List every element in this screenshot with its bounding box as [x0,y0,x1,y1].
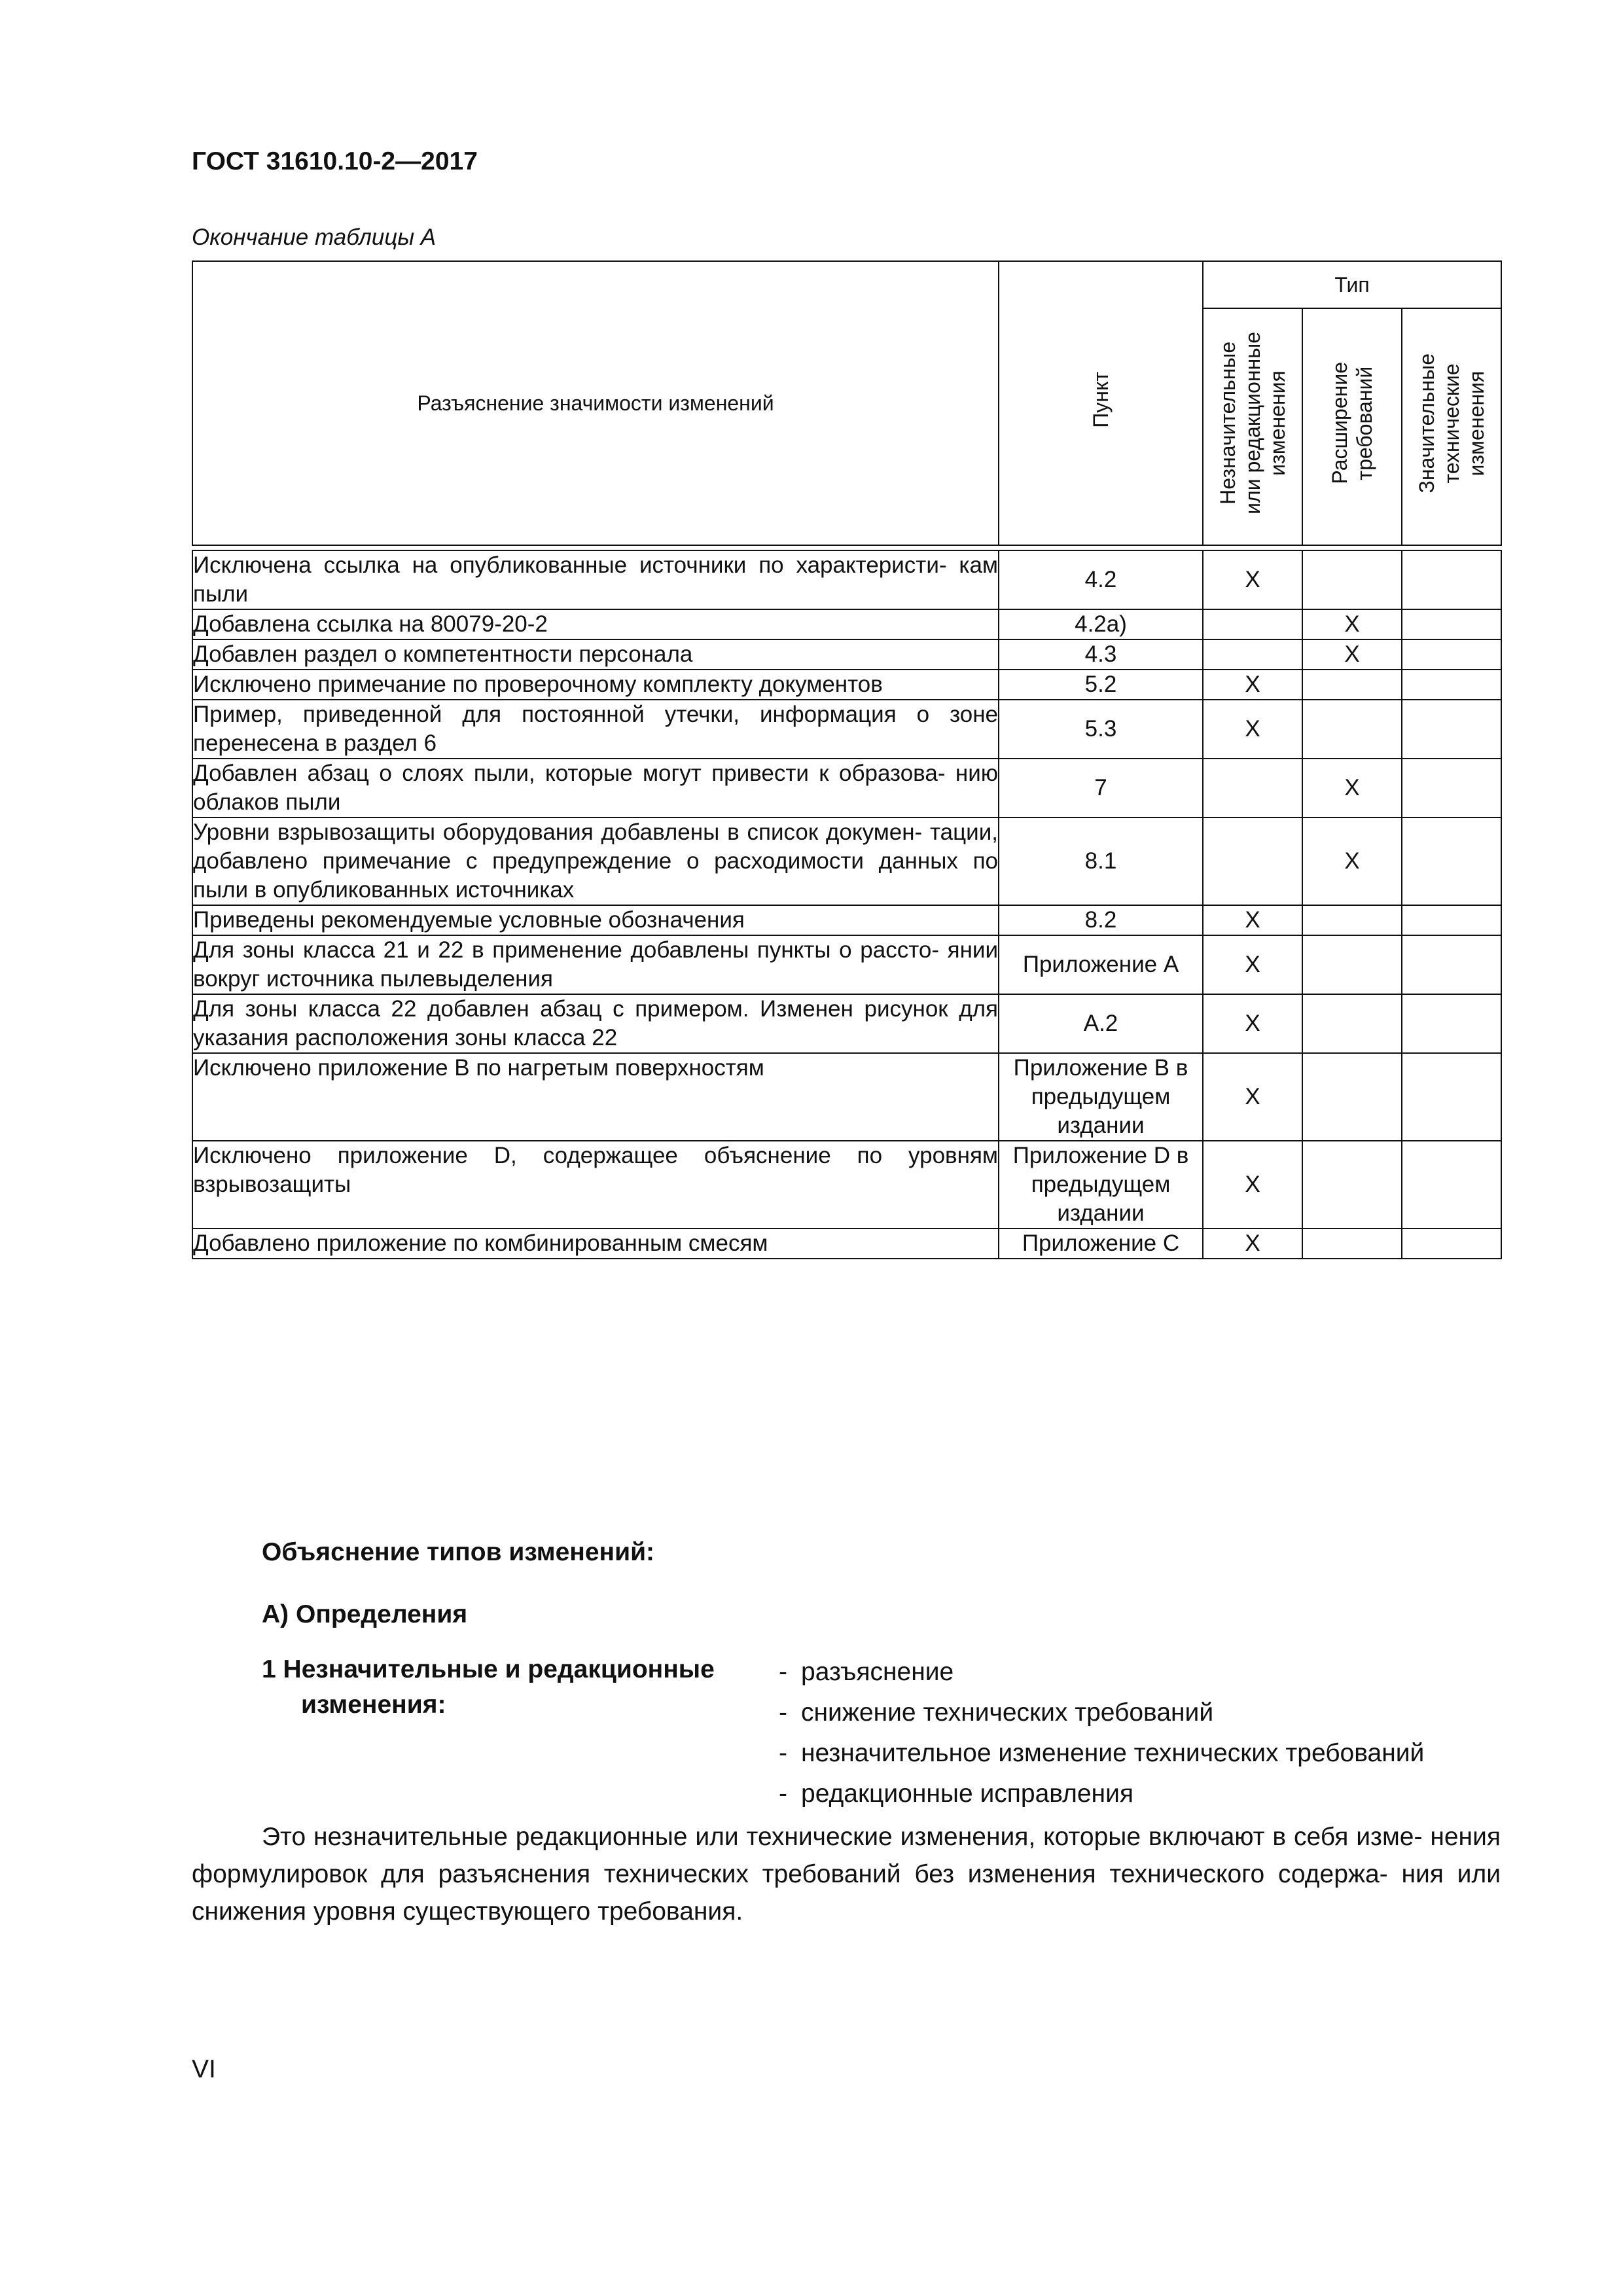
category-label [262,1652,759,1723]
table-row: Пример, приведенной для постоянной утечки, информация о зоне перенесена в раздел 6 5.3 X [192,700,1501,759]
category-label-line1: 1 Незначительные и редакционные [262,1655,715,1683]
table-row: Исключено приложение D, содержащее объяснение по уровням взрывозащиты Приложение D в предыдущем издании X [192,1141,1501,1229]
category-label-line2: изменения: [301,1691,446,1719]
definitions-title: А) Определения [262,1600,468,1628]
standard-number: ГОСТ 31610.10-2—2017 [192,147,478,175]
column-header-description: Разъяснение значимости изменений [192,261,999,545]
table-row: Исключено примечание по проверочному комплекту документов 5.2 X [192,670,1501,700]
explanation-title: Объяснение типов изменений: [262,1538,655,1566]
page-number: VI [192,2055,216,2083]
table-caption: Окончание таблицы А [192,224,437,250]
column-header-minor: Незначительные или редакционные изменения [1203,308,1302,545]
table-row: Приведены рекомендуемые условные обозначения 8.2 X [192,905,1501,935]
table-row: Исключена ссылка на опубликованные источники по характеристи- кам пыли 4.2 X [192,550,1501,609]
list-item: - снижение технических требований [779,1693,1424,1733]
explanation-paragraph: Это незначительные редакционные или технические изменения, которые включают в себя изме- нения формулировок для разъяснения технических требований без изменения технического содержа- ния или снижения уровня существующего требования. [192,1823,1501,1926]
list-item: - незначительное изменение технических требований [779,1733,1424,1774]
list-item: - редакционные исправления [779,1774,1424,1814]
changes-table [192,260,1502,1259]
column-header-type: Тип [1203,261,1501,308]
column-header-extension: Расширение требований [1302,308,1402,545]
table-row: Для зоны класса 22 добавлен абзац с примером. Изменен рисунок для указания расположения зоны класса 22 А.2 X [192,994,1501,1053]
column-header-major: Значительные технические изменения [1402,308,1501,545]
table-row: Добавлен раздел о компетентности персонала 4.3 X [192,639,1501,670]
table-row: Добавлена ссылка на 80079-20-2 4.2а) X [192,609,1501,639]
table-row: Исключено приложение В по нагретым поверхностям Приложение В в предыдущем издании X [192,1053,1501,1141]
list-item: - разъяснение [779,1652,1424,1693]
header-separator [192,545,1501,550]
table-row: Добавлен абзац о слоях пыли, которые могут привести к образова- нию облаков пыли 7 X [192,759,1501,817]
table-row: Для зоны класса 21 и 22 в применение добавлены пункты о рассто- янии вокруг источника пылевыделения Приложение А X [192,935,1501,994]
column-header-clause: Пункт [999,261,1203,545]
table-row: Добавлено приложение по комбинированным смесям Приложение С X [192,1229,1501,1259]
category-bullet-list [779,1652,1424,1814]
table-row: Уровни взрывозащиты оборудования добавлены в список докумен- тации, добавлено примечание с предупреждение о расходимости данных по пыли в опубликованных источниках 8.1 X [192,817,1501,905]
